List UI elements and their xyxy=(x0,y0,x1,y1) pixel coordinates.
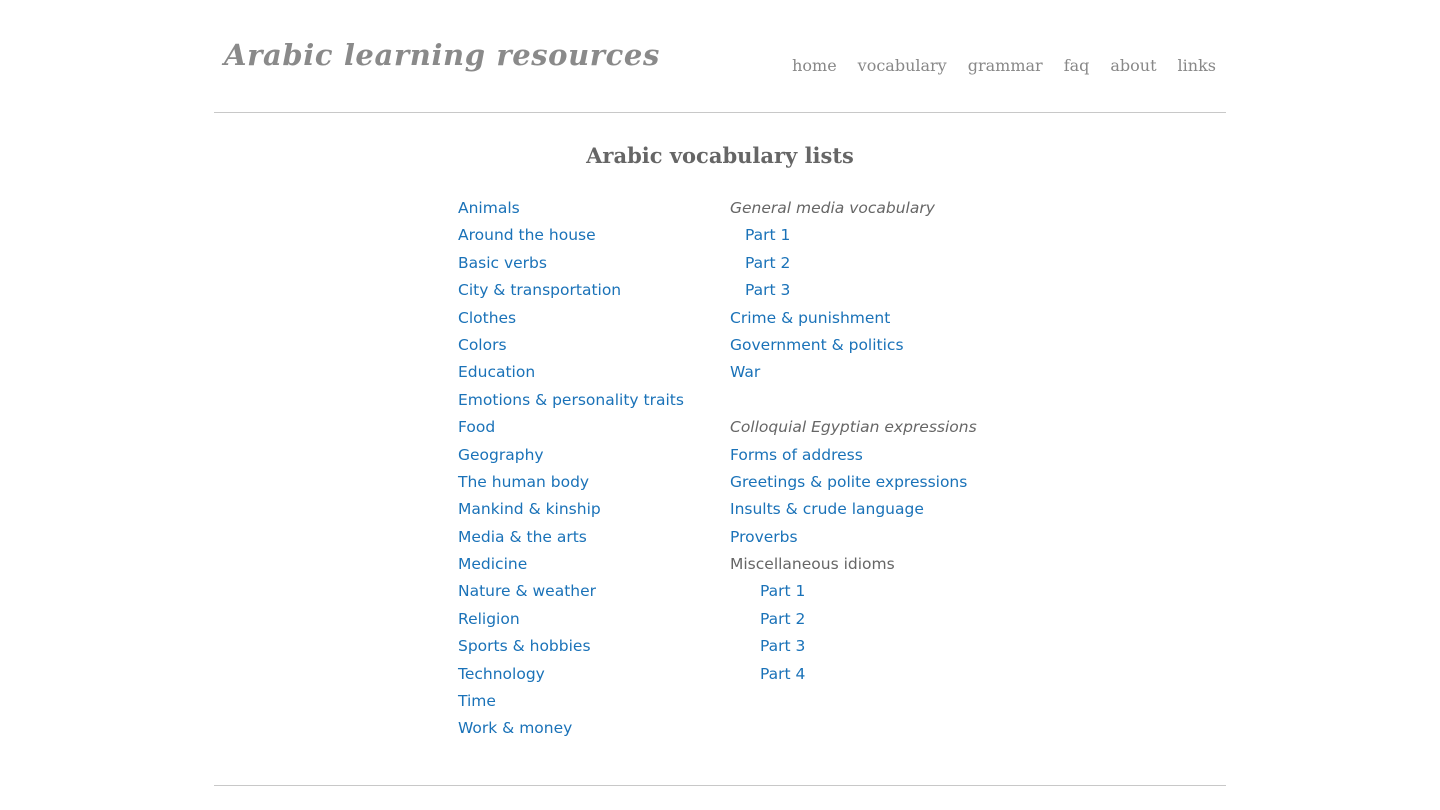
vocab-link-forms-of-address[interactable]: Forms of address xyxy=(730,445,863,464)
vocab-link-technology[interactable]: Technology xyxy=(458,664,545,683)
vocab-link-crime-punishment[interactable]: Crime & punishment xyxy=(730,308,891,327)
media-part-2-link[interactable]: Part 2 xyxy=(745,253,791,272)
vocab-link-war[interactable]: War xyxy=(730,363,761,382)
vocab-link-work-money[interactable]: Work & money xyxy=(458,719,573,738)
vocab-link-insults[interactable]: Insults & crude language xyxy=(730,500,924,519)
vocab-link-animals[interactable]: Animals xyxy=(458,199,520,217)
vocab-link-proverbs[interactable]: Proverbs xyxy=(730,527,798,546)
section-label-misc-idioms: Miscellaneous idioms xyxy=(730,555,895,574)
footer-divider xyxy=(214,785,1226,786)
main-nav xyxy=(792,56,1216,75)
vocab-link-media-arts[interactable]: Media & the arts xyxy=(458,527,587,546)
vocab-link-city-transportation[interactable]: City & transportation xyxy=(458,281,622,300)
site-header xyxy=(214,0,1226,113)
media-part-1-link[interactable]: Part 1 xyxy=(745,226,791,245)
media-part-3-link[interactable]: Part 3 xyxy=(745,281,791,300)
vocab-link-time[interactable]: Time xyxy=(458,692,496,711)
section-label-general-media: General media vocabulary xyxy=(730,199,935,217)
idioms-part-4-link[interactable]: Part 4 xyxy=(760,664,806,683)
vocab-link-nature-weather[interactable]: Nature & weather xyxy=(458,582,597,601)
spacer xyxy=(730,387,977,414)
vocab-link-education[interactable]: Education xyxy=(458,363,536,382)
idioms-part-1-link[interactable]: Part 1 xyxy=(760,582,806,601)
vocab-link-religion[interactable]: Religion xyxy=(458,609,520,628)
nav-faq[interactable]: faq xyxy=(1063,56,1090,75)
vocab-link-greetings[interactable]: Greetings & polite expressions xyxy=(730,472,968,491)
idioms-part-2-link[interactable]: Part 2 xyxy=(760,609,806,628)
idioms-part-3-link[interactable]: Part 3 xyxy=(760,637,806,656)
vocab-link-basic-verbs[interactable]: Basic verbs xyxy=(458,253,547,272)
vocab-link-colors[interactable]: Colors xyxy=(458,335,507,354)
nav-grammar[interactable]: grammar xyxy=(967,56,1043,75)
vocabulary-list-right xyxy=(730,195,977,688)
vocabulary-list-left xyxy=(458,195,684,743)
vocab-link-emotions[interactable]: Emotions & personality traits xyxy=(458,390,684,409)
vocab-link-human-body[interactable]: The human body xyxy=(458,472,590,491)
page-title: Arabic vocabulary lists xyxy=(586,143,854,168)
nav-vocabulary[interactable]: vocabulary xyxy=(857,56,947,75)
vocab-link-around-the-house[interactable]: Around the house xyxy=(458,226,596,245)
vocab-link-geography[interactable]: Geography xyxy=(458,445,544,464)
vocab-link-clothes[interactable]: Clothes xyxy=(458,308,517,327)
section-label-colloquial-egyptian: Colloquial Egyptian expressions xyxy=(730,418,977,437)
vocab-link-medicine[interactable]: Medicine xyxy=(458,555,528,574)
site-title[interactable]: Arabic learning resources xyxy=(224,38,660,72)
vocab-link-food[interactable]: Food xyxy=(458,418,496,437)
vocab-link-government-politics[interactable]: Government & politics xyxy=(730,335,904,354)
vocab-link-mankind-kinship[interactable]: Mankind & kinship xyxy=(458,500,601,519)
nav-about[interactable]: about xyxy=(1110,56,1157,75)
vocab-link-sports-hobbies[interactable]: Sports & hobbies xyxy=(458,637,591,656)
nav-links[interactable]: links xyxy=(1177,56,1216,75)
nav-home[interactable]: home xyxy=(792,56,837,75)
